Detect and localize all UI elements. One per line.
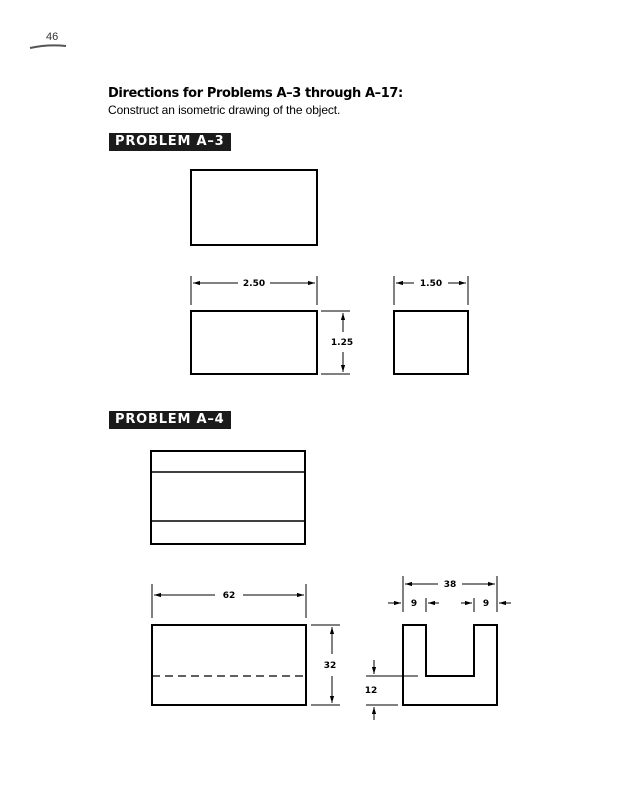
directions-instruction: Construct an isometric drawing of the object.: [108, 103, 341, 117]
a4-width-dimension: [152, 584, 306, 618]
a4-height-label: 32: [323, 661, 337, 671]
a4-width-label: 62: [222, 591, 236, 601]
page-number: 46: [46, 31, 59, 43]
a4-side-view: [403, 625, 497, 705]
a3-width-label: 2.50: [242, 279, 266, 289]
a4-front-view: [152, 625, 306, 705]
a4-right-wall-label: 9: [482, 599, 490, 609]
problem-a4-label: PROBLEM A–4: [109, 411, 231, 429]
directions-title: Directions for Problems A–3 through A–17:: [108, 86, 403, 101]
a3-depth-label: 1.50: [419, 279, 443, 289]
problem-a3-label: PROBLEM A–3: [109, 133, 231, 151]
a4-depth-label: 38: [443, 580, 457, 590]
a4-base-label: 12: [364, 686, 378, 696]
a4-top-view: [151, 451, 305, 544]
a4-left-wall-label: 9: [410, 599, 418, 609]
a3-height-label: 1.25: [330, 338, 354, 348]
